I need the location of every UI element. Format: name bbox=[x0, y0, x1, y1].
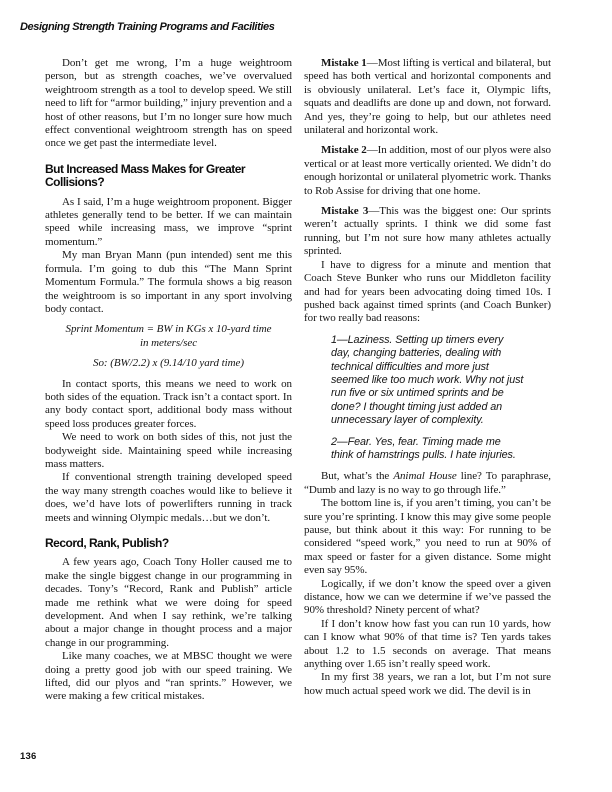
animal-house-after: line? To paraphrase, “Dumb and lazy is no way to go through life.” bbox=[304, 470, 551, 496]
two-column-body bbox=[45, 57, 551, 704]
mistake-3-text: —This was the biggest one: Our sprints weren’t actually sprints. I think we did some fast running, but I’m not sure how many athletes actually sprinted. bbox=[304, 205, 551, 258]
paragraph-animal-house bbox=[304, 470, 551, 497]
mistake-1-label: Mistake 1 bbox=[321, 57, 367, 69]
mistake-2-label: Mistake 2 bbox=[321, 144, 367, 157]
running-header: Designing Strength Training Programs and Facilities bbox=[20, 21, 275, 33]
paragraph-mistake-3 bbox=[304, 205, 551, 259]
numbered-quote-fear: 2—Fear. Yes, fear. Timing made me think of hamstrings pulls. I hate injuries. bbox=[331, 435, 516, 461]
formula-sprint-momentum bbox=[49, 323, 288, 350]
paragraph: As I said, I’m a huge weightroom proponent. Bigger athletes generally tend to be better. If we can maintain speed while increasing mass, we improve “sprint momentum.” bbox=[45, 195, 292, 248]
paragraph-mistake-2 bbox=[304, 144, 551, 198]
formula-line-1: Sprint Momentum = BW in KGs x 10-yard time bbox=[65, 323, 272, 336]
paragraph: My man Bryan Mann (pun intended) sent me this formula. I’m going to dub this “The Mann Sprint Momentum Formula.” The formula shows a big reason the weightroom is so important in any sport involving body contact. bbox=[45, 249, 292, 315]
section-heading-record-rank-publish: Record, Rank, Publish? bbox=[45, 536, 169, 550]
paragraph: Don’t get me wrong, I’m a huge weightroom person, but as strength coaches, we’ve overvalued weightroom strength as a tool to develop speed. We still need to lift for “armor building,” injury prevention and a host of other reasons, but I’m no longer sure how much effect conventional weightroom strength has on speed once we get past the intermediate level. bbox=[45, 57, 292, 150]
section-heading-collisions: But Increased Mass Makes for Greater Collisions? bbox=[45, 161, 246, 190]
left-column bbox=[45, 57, 292, 704]
paragraph: I have to digress for a minute and mention that Coach Steve Bunker who runs our Middleton facility and had for years been advocating doing timed 10s. I pushed back against timed sprints (and Coach Bunker) for two really bad reasons: bbox=[304, 258, 551, 325]
paragraph: If I don’t know how fast you can run 10 yards, how can I know what 90% of that time is? Ten yards takes about 1.2 to 1.5 seconds on average. That means anything over 1.65 isn’t really speed work. bbox=[304, 617, 551, 671]
animal-house-title: Animal House bbox=[393, 470, 457, 483]
paragraph: If conventional strength training developed speed the way many strength coaches would like to believe it does, we’d have lots of powerlifters running in track meets and winning Olympic medals…but we don’t. bbox=[45, 471, 292, 524]
formula-line-2: in meters/sec bbox=[139, 336, 198, 349]
page-number: 136 bbox=[20, 751, 37, 762]
animal-house-before: But, what’s the bbox=[321, 470, 394, 483]
paragraph: In my first 38 years, we ran a lot, but I’m not sure how much actual speed work we did. The devil is in bbox=[304, 671, 551, 697]
mistake-1-text: —Most lifting is vertical and bilateral, but speed has both vertical and horizontal components and is obviously unilateral. Let’s face it, Olympic lifts, squats and deadlifts are done up and down, not forward. And yes, they’re going to help, but our athletes need unilateral and horizontal work. bbox=[304, 57, 551, 137]
paragraph: The bottom line is, if you aren’t timing, you can’t be sure you’re sprinting. I know this may give some people pause, but think about it this way: For running to be considered “speed work,” you need to run at 90% of max speed or faster for a given distance. Some might even say 95%. bbox=[304, 497, 551, 577]
paragraph: A few years ago, Coach Tony Holler caused me to make the single biggest change in our programming in decades. Tony’s “Record, Rank and Publish” article made me rethink what we were doing for speed development. And when I say rethink, we’re talking about a major change in thought process and a major change in our programming. bbox=[45, 556, 292, 649]
paragraph-mistake-1 bbox=[304, 57, 551, 137]
paragraph: Like many coaches, we at MBSC thought we were doing a pretty good job with our speed training. We lifted, did our plyos and “ran sprints.” However, we were making a few critical mistakes. bbox=[45, 650, 292, 703]
paragraph: In contact sports, this means we need to work on both sides of the equation. Track isn’t a contact sport. In any body contact sport, additional body mass without speed loss produces greater forces. bbox=[45, 377, 292, 430]
right-column bbox=[304, 57, 551, 704]
numbered-quote-laziness: 1—Laziness. Setting up timers every day, changing batteries, dealing with technical difficulties and more just seemed like too much work. Why not just run five or six untimed sprints and be done? I thought timing just added an unnecessary layer of complexity. bbox=[331, 333, 524, 427]
mistake-3-label: Mistake 3 bbox=[321, 205, 369, 218]
mistake-2-text: —In addition, most of our plyos were also vertical or at least more vertically oriented. We didn’t do enough horizontal or unilateral plyometric work. Thanks to Rob Assise for driving that one home. bbox=[304, 144, 551, 197]
formula-simplified: So: (BW/2.2) x (9.14/10 yard time) bbox=[93, 357, 244, 370]
paragraph: We need to work on both sides of this, not just the bodyweight side. Maintaining speed while increasing mass matters. bbox=[45, 431, 292, 470]
paragraph: Logically, if we don’t know the speed over a given distance, how we can we determine if we’ve passed the 90% threshold? Ninety percent of what? bbox=[304, 577, 551, 617]
